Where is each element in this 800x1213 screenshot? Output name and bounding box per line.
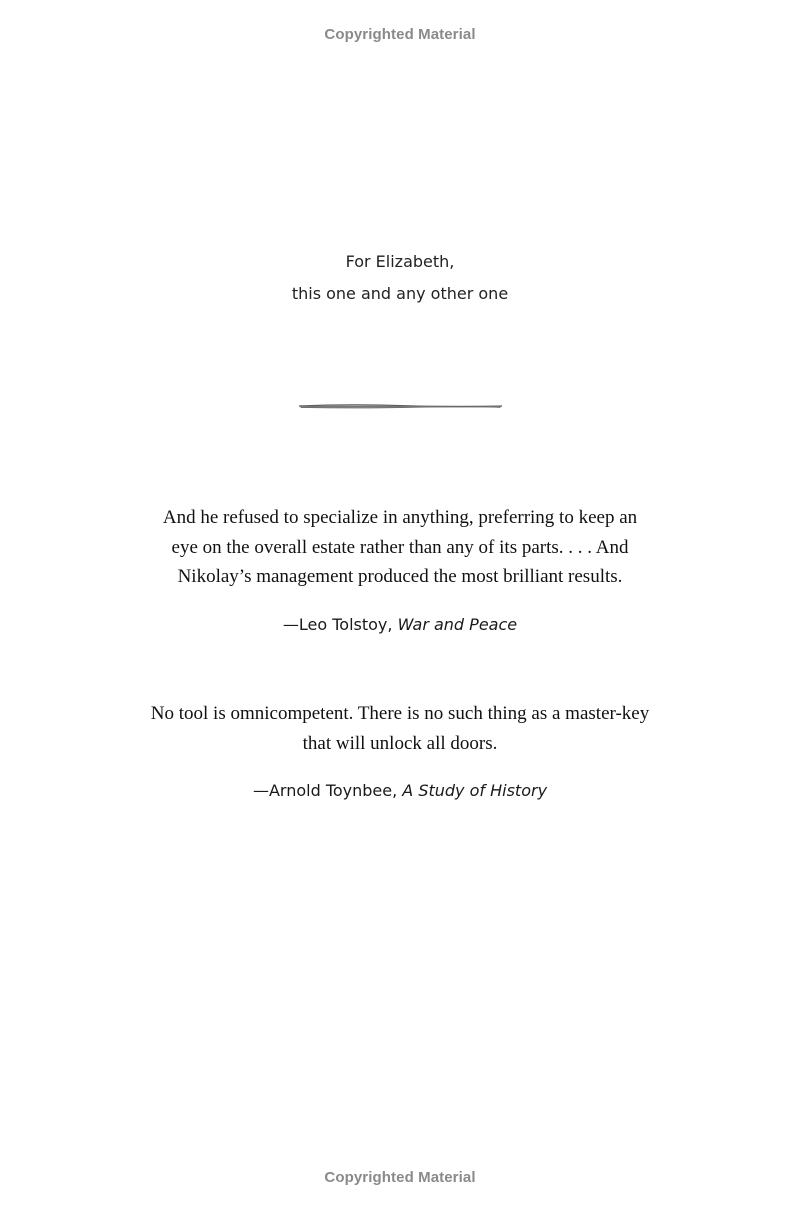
quote-line: No tool is omnicompetent. There is no such thing as a master-key bbox=[150, 703, 650, 724]
epigraph-attribution-toynbee bbox=[0, 781, 800, 800]
copyright-watermark-bottom: Copyrighted Material bbox=[324, 1169, 476, 1186]
copyright-watermark-top: Copyrighted Material bbox=[324, 26, 476, 43]
quote-line: eye on the overall estate rather than any of its parts. . . . And bbox=[171, 536, 629, 558]
quote-line: that will unlock all doors. bbox=[302, 732, 498, 754]
quote-line: Nikolay’s management produced the most brilliant results. bbox=[177, 566, 623, 587]
attribution-author: —Leo Tolstoy, bbox=[282, 615, 393, 634]
dedication-line-2: this one and any other one bbox=[291, 284, 509, 303]
attribution-work-title: War and Peace bbox=[397, 615, 518, 634]
epigraph-quote-toynbee bbox=[0, 699, 800, 758]
epigraph-attribution-tolstoy bbox=[0, 615, 800, 634]
epigraph-quote-tolstoy bbox=[0, 503, 800, 592]
attribution-author: —Arnold Toynbee, bbox=[252, 781, 398, 800]
attribution-work-title: A Study of History bbox=[402, 781, 548, 800]
dedication-line-1: For Elizabeth, bbox=[345, 252, 455, 271]
quote-line: And he refused to specialize in anything, preferring to keep an bbox=[162, 507, 638, 528]
ornamental-divider bbox=[298, 403, 503, 409]
